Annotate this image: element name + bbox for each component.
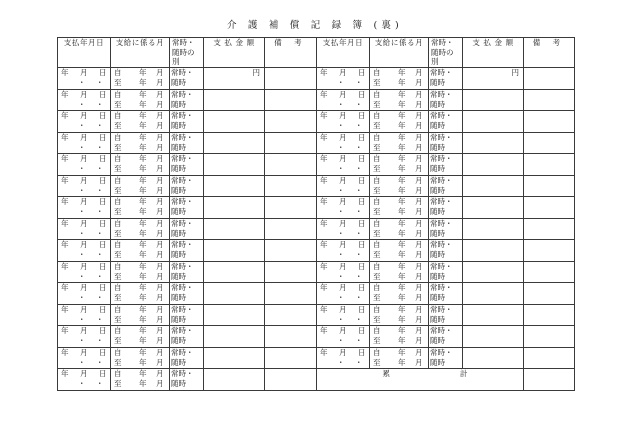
table-row <box>58 68 575 90</box>
amount-cell[interactable] <box>204 369 265 391</box>
table-row <box>58 89 575 111</box>
period-cell[interactable]: 自 年 月 至 年 月 <box>370 326 429 348</box>
yen-unit: 円 <box>511 68 519 77</box>
amount-cell[interactable] <box>463 154 524 176</box>
pay-date-cell[interactable]: 年 月 日 ・ ・ <box>317 197 370 219</box>
pay-date-cell[interactable]: 年 月 日 ・ ・ <box>317 283 370 305</box>
amount-cell[interactable] <box>463 68 524 90</box>
amount-cell[interactable] <box>204 304 265 326</box>
remarks-cell[interactable] <box>265 175 317 197</box>
amount-cell[interactable] <box>204 326 265 348</box>
remarks-cell[interactable] <box>265 111 317 133</box>
amount-cell[interactable] <box>204 132 265 154</box>
classification-cell[interactable]: 常時・ 随時 <box>429 326 463 348</box>
period-cell[interactable]: 自 年 月 至 年 月 <box>370 240 429 262</box>
pay-date-cell[interactable]: 年 月 日 ・ ・ <box>317 89 370 111</box>
amount-cell[interactable] <box>463 326 524 348</box>
table-row <box>58 347 575 369</box>
amount-cell[interactable] <box>463 197 524 219</box>
table-row <box>58 304 575 326</box>
ledger-table <box>57 37 575 391</box>
remarks-cell[interactable] <box>524 261 575 283</box>
pay-date-cell[interactable]: 年 月 日 ・ ・ <box>58 304 111 326</box>
amount-cell[interactable] <box>463 347 524 369</box>
classification-cell[interactable]: 常時・ 随時 <box>170 154 204 176</box>
remarks-cell[interactable] <box>265 240 317 262</box>
remarks-cell[interactable] <box>265 132 317 154</box>
classification-cell[interactable]: 常時・ 随時 <box>429 347 463 369</box>
period-cell[interactable]: 自 年 月 至 年 月 <box>370 197 429 219</box>
pay-date-cell[interactable]: 年 月 日 ・ ・ <box>58 369 111 391</box>
period-cell[interactable]: 自 年 月 至 年 月 <box>370 132 429 154</box>
classification-cell[interactable]: 常時・ 随時 <box>429 89 463 111</box>
pay-date-cell[interactable]: 年 月 日 ・ ・ <box>58 218 111 240</box>
remarks-cell[interactable] <box>265 68 317 90</box>
classification-cell[interactable]: 常時・ 随時 <box>170 68 204 90</box>
remarks-cell[interactable] <box>265 261 317 283</box>
classification-cell[interactable]: 常時・ 随時 <box>429 240 463 262</box>
period-cell[interactable]: 自 年 月 至 年 月 <box>111 132 170 154</box>
classification-cell[interactable]: 常時・ 随時 <box>429 283 463 305</box>
remarks-cell[interactable] <box>524 175 575 197</box>
period-cell[interactable]: 自 年 月 至 年 月 <box>370 111 429 133</box>
period-cell[interactable]: 自 年 月 至 年 月 <box>370 304 429 326</box>
classification-cell[interactable]: 常時・ 随時 <box>170 132 204 154</box>
period-cell[interactable]: 自 年 月 至 年 月 <box>111 68 170 90</box>
period-cell[interactable]: 自 年 月 至 年 月 <box>370 261 429 283</box>
amount-cell[interactable] <box>463 283 524 305</box>
classification-cell[interactable]: 常時・ 随時 <box>170 283 204 305</box>
classification-cell[interactable]: 常時・ 随時 <box>170 304 204 326</box>
pay-date-cell[interactable]: 年 月 日 ・ ・ <box>317 132 370 154</box>
classification-cell[interactable]: 常時・ 随時 <box>429 111 463 133</box>
amount-cell[interactable] <box>204 154 265 176</box>
pay-date-cell[interactable]: 年 月 日 ・ ・ <box>58 197 111 219</box>
pay-date-cell[interactable]: 年 月 日 ・ ・ <box>58 132 111 154</box>
classification-cell[interactable]: 常時・ 随時 <box>170 218 204 240</box>
header-classification-right: 常時・ 随時の 別 <box>429 38 463 68</box>
pay-date-cell[interactable]: 年 月 日 ・ ・ <box>58 261 111 283</box>
pay-date-cell[interactable]: 年 月 日 ・ ・ <box>58 175 111 197</box>
remarks-cell[interactable] <box>524 68 575 90</box>
period-cell[interactable]: 自 年 月 至 年 月 <box>111 218 170 240</box>
amount-cell[interactable] <box>463 218 524 240</box>
table-row <box>58 154 575 176</box>
page-title: 介 護 補 償 記 録 簿 (裏) <box>227 20 403 31</box>
period-cell[interactable]: 自 年 月 至 年 月 <box>370 347 429 369</box>
period-cell[interactable]: 自 年 月 至 年 月 <box>111 240 170 262</box>
pay-date-cell[interactable]: 年 月 日 ・ ・ <box>58 89 111 111</box>
period-cell[interactable]: 自 年 月 至 年 月 <box>111 283 170 305</box>
remarks-cell[interactable] <box>524 240 575 262</box>
classification-cell[interactable]: 常時・ 随時 <box>429 175 463 197</box>
table-row <box>58 283 575 305</box>
period-cell[interactable]: 自 年 月 至 年 月 <box>370 283 429 305</box>
pay-date-cell[interactable]: 年 月 日 ・ ・ <box>317 240 370 262</box>
period-cell[interactable]: 自 年 月 至 年 月 <box>111 111 170 133</box>
amount-cell[interactable] <box>463 89 524 111</box>
period-cell[interactable]: 自 年 月 至 年 月 <box>111 197 170 219</box>
remarks-cell[interactable] <box>265 347 317 369</box>
classification-cell[interactable]: 常時・ 随時 <box>170 261 204 283</box>
period-cell[interactable]: 自 年 月 至 年 月 <box>111 369 170 391</box>
classification-cell[interactable]: 常時・ 随時 <box>429 218 463 240</box>
header-period-left: 支給に係る月 <box>111 38 170 68</box>
remarks-cell[interactable] <box>524 218 575 240</box>
header-remarks-left: 備 考 <box>265 38 317 68</box>
remarks-cell[interactable] <box>524 283 575 305</box>
table-row <box>58 369 575 391</box>
amount-cell[interactable] <box>204 240 265 262</box>
period-cell[interactable]: 自 年 月 至 年 月 <box>111 304 170 326</box>
remarks-cell[interactable] <box>265 283 317 305</box>
remarks-cell[interactable] <box>265 218 317 240</box>
table-row <box>58 197 575 219</box>
classification-cell[interactable]: 常時・ 随時 <box>170 369 204 391</box>
amount-cell[interactable] <box>463 175 524 197</box>
classification-cell[interactable]: 常時・ 随時 <box>170 89 204 111</box>
amount-cell[interactable] <box>204 175 265 197</box>
classification-cell[interactable]: 常時・ 随時 <box>170 240 204 262</box>
header-row <box>58 38 575 68</box>
table-row <box>58 111 575 133</box>
pay-date-cell[interactable]: 年 月 日 ・ ・ <box>58 240 111 262</box>
header-pay-date-right: 支払年月日 <box>317 38 370 68</box>
remarks-cell[interactable] <box>524 347 575 369</box>
period-cell[interactable]: 自 年 月 至 年 月 <box>111 347 170 369</box>
amount-cell[interactable] <box>463 111 524 133</box>
period-cell[interactable]: 自 年 月 至 年 月 <box>370 175 429 197</box>
classification-cell[interactable]: 常時・ 随時 <box>170 326 204 348</box>
period-cell[interactable]: 自 年 月 至 年 月 <box>370 218 429 240</box>
remarks-cell[interactable] <box>524 197 575 219</box>
pay-date-cell[interactable]: 年 月 日 ・ ・ <box>317 304 370 326</box>
period-cell[interactable]: 自 年 月 至 年 月 <box>111 154 170 176</box>
remarks-cell[interactable] <box>265 326 317 348</box>
pay-date-cell[interactable]: 年 月 日 ・ ・ <box>317 154 370 176</box>
table-row <box>58 326 575 348</box>
cumulative-total-label: 累 計 <box>317 369 524 391</box>
remarks-cell[interactable] <box>524 154 575 176</box>
remarks-cell[interactable] <box>265 304 317 326</box>
remarks-cell[interactable] <box>265 154 317 176</box>
table-row <box>58 240 575 262</box>
yen-unit: 円 <box>252 68 260 77</box>
amount-cell[interactable] <box>204 197 265 219</box>
pay-date-cell[interactable]: 年 月 日 ・ ・ <box>317 68 370 90</box>
remarks-cell[interactable] <box>265 369 317 391</box>
classification-cell[interactable]: 常時・ 随時 <box>429 154 463 176</box>
period-cell[interactable]: 自 年 月 至 年 月 <box>111 326 170 348</box>
pay-date-cell[interactable]: 年 月 日 ・ ・ <box>58 347 111 369</box>
period-cell[interactable]: 自 年 月 至 年 月 <box>111 89 170 111</box>
remarks-cell[interactable] <box>524 111 575 133</box>
amount-cell[interactable] <box>204 283 265 305</box>
pay-date-cell[interactable]: 年 月 日 ・ ・ <box>317 111 370 133</box>
classification-cell[interactable]: 常時・ 随時 <box>429 261 463 283</box>
amount-cell[interactable] <box>204 261 265 283</box>
remarks-cell[interactable] <box>524 326 575 348</box>
period-cell[interactable]: 自 年 月 至 年 月 <box>111 261 170 283</box>
remarks-cell[interactable] <box>524 304 575 326</box>
header-amount-left: 支 払 金 額 <box>204 38 265 68</box>
amount-cell[interactable] <box>204 347 265 369</box>
pay-date-cell[interactable]: 年 月 日 ・ ・ <box>317 175 370 197</box>
table-row <box>58 261 575 283</box>
pay-date-cell[interactable]: 年 月 日 ・ ・ <box>317 326 370 348</box>
classification-cell[interactable]: 常時・ 随時 <box>170 111 204 133</box>
remarks-cell[interactable] <box>265 89 317 111</box>
period-cell[interactable]: 自 年 月 至 年 月 <box>370 154 429 176</box>
period-cell[interactable]: 自 年 月 至 年 月 <box>370 68 429 90</box>
header-pay-date-left: 支払年月日 <box>58 38 111 68</box>
table-row <box>58 132 575 154</box>
classification-cell[interactable]: 常時・ 随時 <box>170 197 204 219</box>
pay-date-cell[interactable]: 年 月 日 ・ ・ <box>58 283 111 305</box>
header-classification-left: 常時・ 随時の 別 <box>170 38 204 68</box>
table-row <box>58 218 575 240</box>
pay-date-cell[interactable]: 年 月 日 ・ ・ <box>58 68 111 90</box>
header-period-right: 支給に係る月 <box>370 38 429 68</box>
amount-cell[interactable] <box>463 261 524 283</box>
amount-cell[interactable] <box>204 218 265 240</box>
pay-date-cell[interactable]: 年 月 日 ・ ・ <box>317 347 370 369</box>
remarks-cell[interactable] <box>524 89 575 111</box>
amount-cell[interactable] <box>463 304 524 326</box>
pay-date-cell[interactable]: 年 月 日 ・ ・ <box>317 218 370 240</box>
remarks-cell[interactable] <box>524 132 575 154</box>
classification-cell[interactable]: 常時・ 随時 <box>429 304 463 326</box>
table-row <box>58 175 575 197</box>
classification-cell[interactable]: 常時・ 随時 <box>429 132 463 154</box>
pay-date-cell[interactable]: 年 月 日 ・ ・ <box>58 326 111 348</box>
amount-cell[interactable] <box>204 111 265 133</box>
pay-date-cell[interactable]: 年 月 日 ・ ・ <box>58 111 111 133</box>
amount-cell[interactable] <box>204 68 265 90</box>
period-cell[interactable]: 自 年 月 至 年 月 <box>370 89 429 111</box>
cumulative-total-remarks-cell[interactable] <box>524 369 575 391</box>
amount-cell[interactable] <box>204 89 265 111</box>
header-remarks-right: 備 考 <box>524 38 575 68</box>
header-amount-right: 支 払 金 額 <box>463 38 524 68</box>
classification-cell[interactable]: 常時・ 随時 <box>429 68 463 90</box>
classification-cell[interactable]: 常時・ 随時 <box>170 175 204 197</box>
classification-cell[interactable]: 常時・ 随時 <box>170 347 204 369</box>
remarks-cell[interactable] <box>265 197 317 219</box>
pay-date-cell[interactable]: 年 月 日 ・ ・ <box>317 261 370 283</box>
amount-cell[interactable] <box>463 240 524 262</box>
pay-date-cell[interactable]: 年 月 日 ・ ・ <box>58 154 111 176</box>
period-cell[interactable]: 自 年 月 至 年 月 <box>111 175 170 197</box>
classification-cell[interactable]: 常時・ 随時 <box>429 197 463 219</box>
amount-cell[interactable] <box>463 132 524 154</box>
